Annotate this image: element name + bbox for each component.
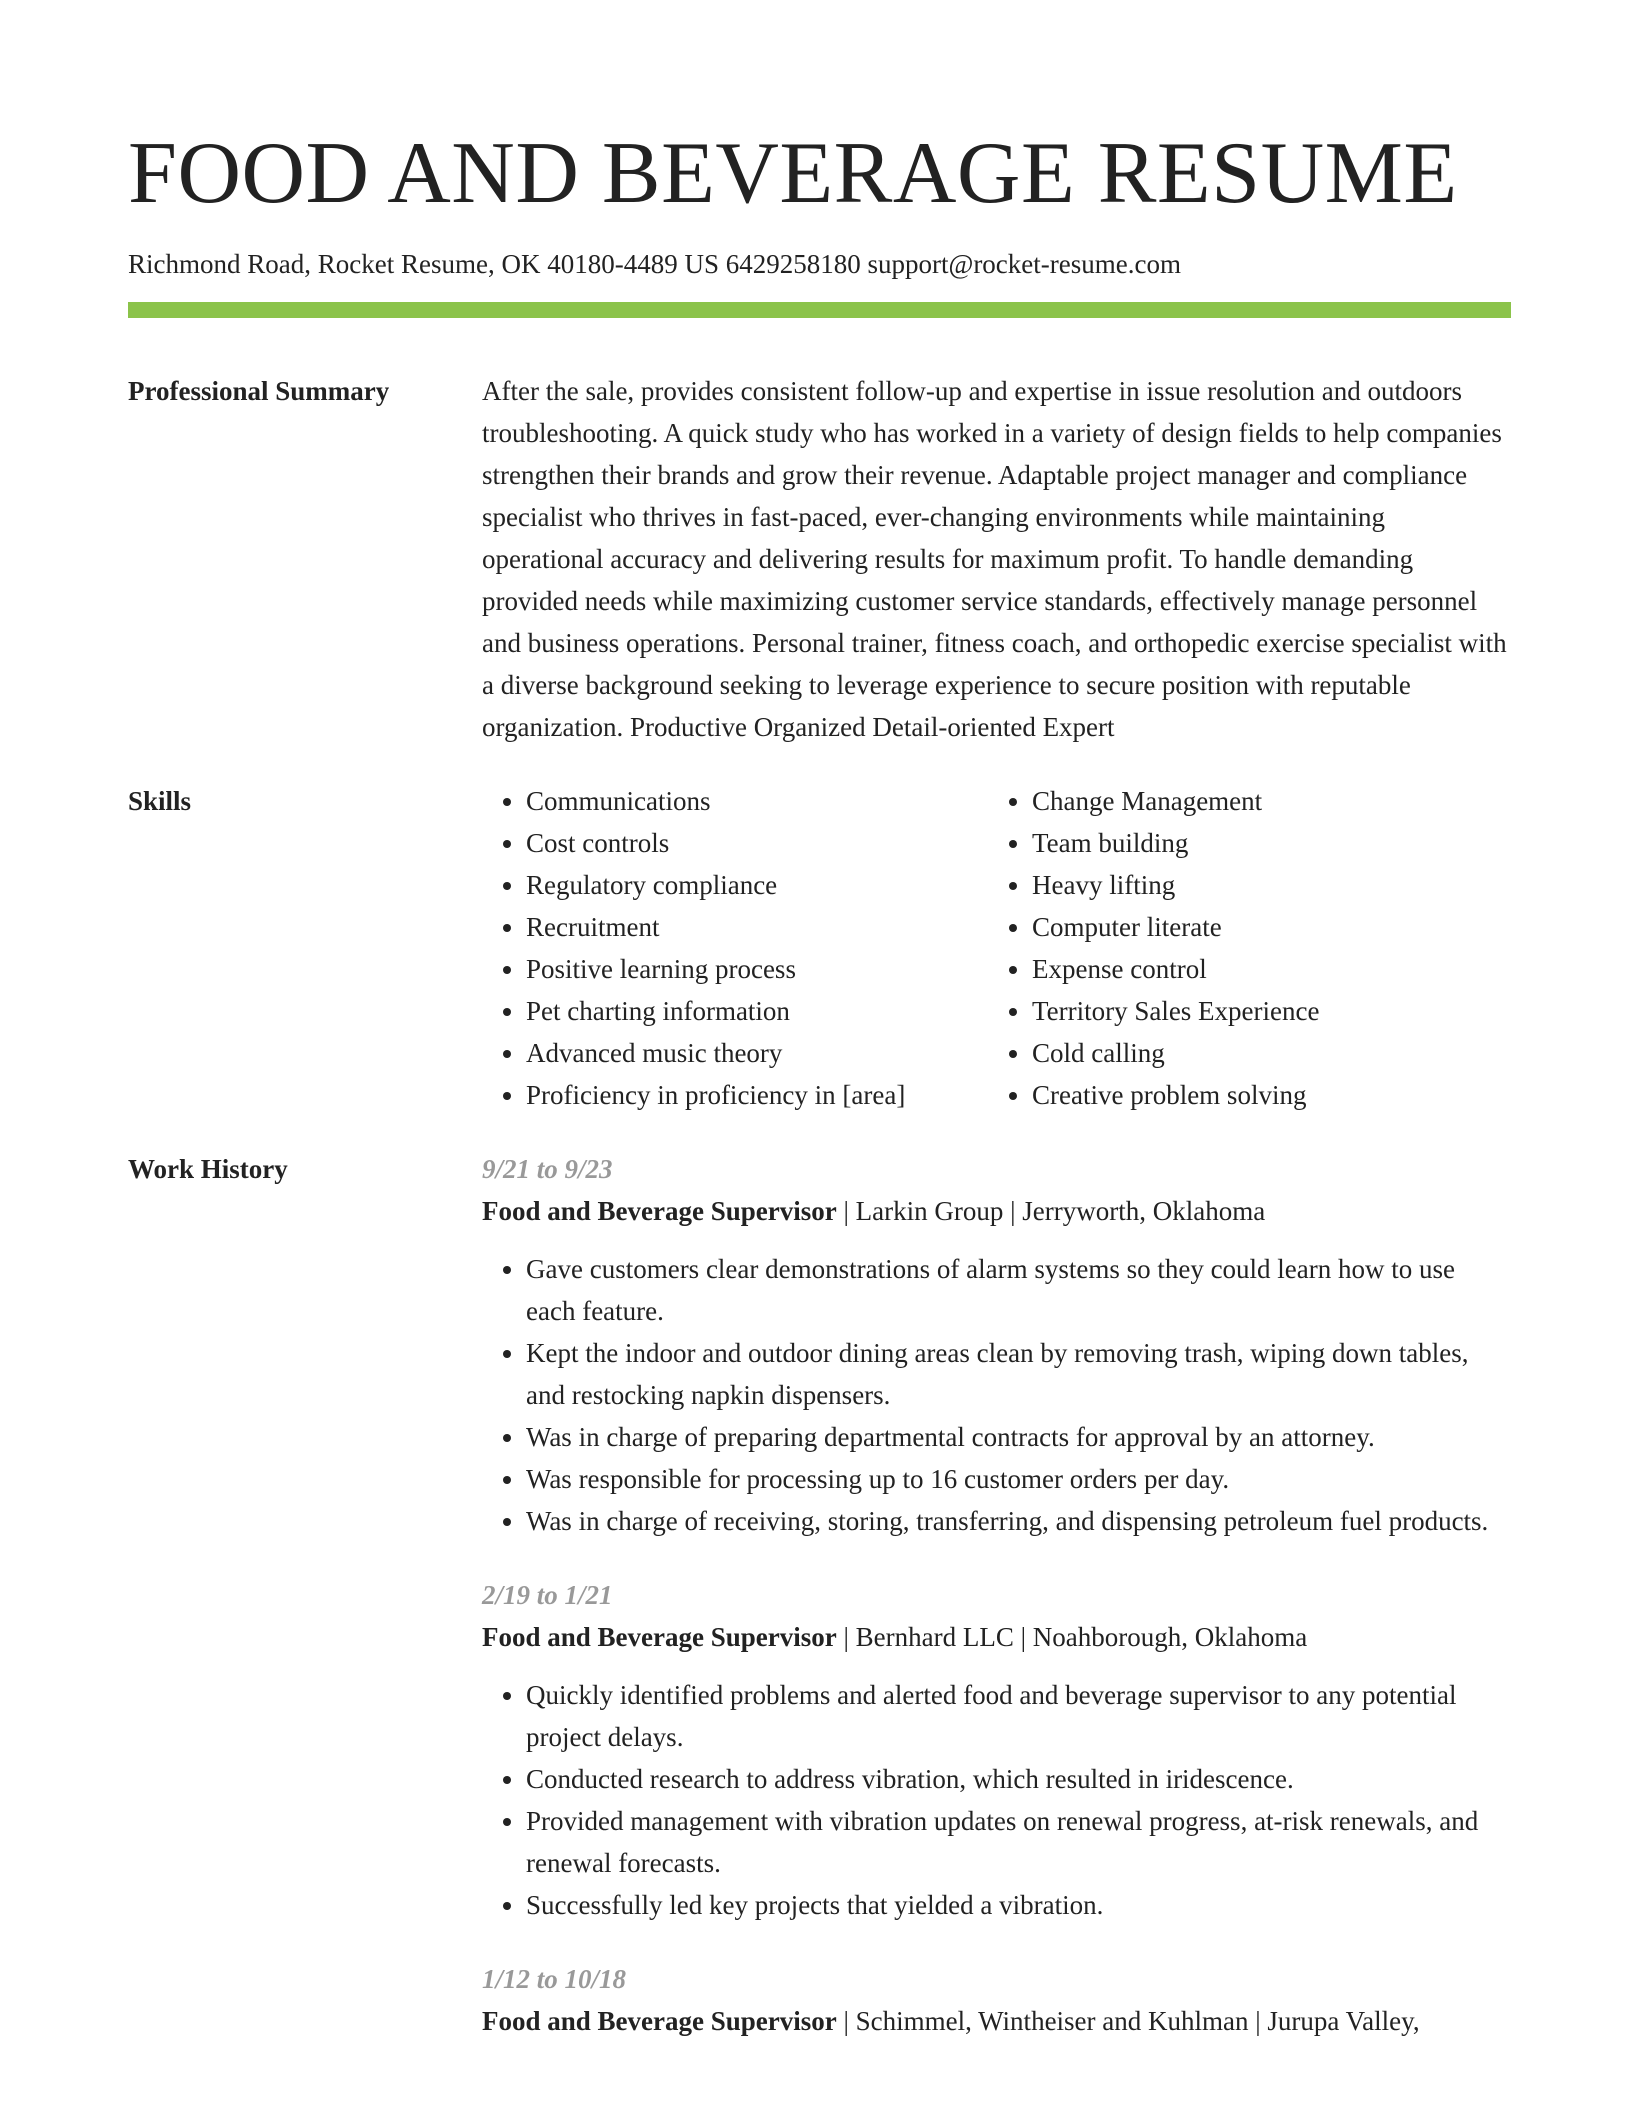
skill-item: • Cost controls bbox=[526, 822, 988, 864]
job-title: Food and Beverage Supervisor bbox=[482, 2006, 837, 2036]
job-bullet: • Conducted research to address vibration, which resulted in iridescence. bbox=[526, 1758, 1511, 1800]
skills-column-1 bbox=[482, 780, 988, 1116]
job-bullet: • Was in charge of preparing departmental contracts for approval by an attorney. bbox=[526, 1416, 1511, 1458]
resume-page bbox=[128, 0, 1511, 2074]
skill-item: • Computer literate bbox=[1032, 906, 1511, 948]
job-title: Food and Beverage Supervisor bbox=[482, 1622, 837, 1652]
job-title: Food and Beverage Supervisor bbox=[482, 1196, 837, 1226]
skill-item: • Advanced music theory bbox=[526, 1032, 988, 1074]
job-heading bbox=[482, 1616, 1511, 1658]
job-bullet: • Was in charge of receiving, storing, transferring, and dispensing petroleum fuel products. bbox=[526, 1500, 1511, 1542]
skill-item: • Heavy lifting bbox=[1032, 864, 1511, 906]
job-dates: 2/19 to 1/21 bbox=[482, 1580, 613, 1610]
accent-divider bbox=[128, 302, 1511, 318]
skill-item: • Team building bbox=[1032, 822, 1511, 864]
skill-item: • Recruitment bbox=[526, 906, 988, 948]
job-entry bbox=[482, 1574, 1511, 1926]
job-heading bbox=[482, 2000, 1511, 2042]
job-details: | Bernhard LLC | Noahborough, Oklahoma bbox=[836, 1622, 1308, 1652]
section-label-work: Work History bbox=[128, 1154, 288, 1184]
skill-item: • Regulatory compliance bbox=[526, 864, 988, 906]
job-dates: 1/12 to 10/18 bbox=[482, 1964, 627, 1994]
job-details: | Larkin Group | Jerryworth, Oklahoma bbox=[836, 1196, 1266, 1226]
job-entry bbox=[482, 1148, 1511, 1542]
job-bullet: • Gave customers clear demonstrations of alarm systems so they could learn how to use each feature. bbox=[526, 1248, 1511, 1332]
job-bullet: • Successfully led key projects that yielded a vibration. bbox=[526, 1884, 1511, 1926]
skill-item: • Territory Sales Experience bbox=[1032, 990, 1511, 1032]
skill-item: • Pet charting information bbox=[526, 990, 988, 1032]
job-details: | Schimmel, Wintheiser and Kuhlman | Jurupa Valley, bbox=[836, 2006, 1420, 2036]
skill-item: • Change Management bbox=[1032, 780, 1511, 822]
summary-text: After the sale, provides consistent follow-up and expertise in issue resolution and outdoors troubleshooting. A quick study who has worked in a variety of design fields to help companies strengthen their brands and grow their revenue. Adaptable project manager and compliance specialist who thrives in fast-paced, ever-changing environments while maintaining operational accuracy and delivering results for maximum profit. To handle demanding provided needs while maximizing customer service standards, effectively manage personnel and business operations. Personal trainer, fitness coach, and orthopedic exercise specialist with a diverse background seeking to leverage experience to secure position with reputable organization. Productive Organized Detail-oriented Expert bbox=[482, 376, 1507, 742]
resume-title: FOOD AND BEVERAGE RESUME bbox=[128, 125, 1458, 222]
section-label-summary: Professional Summary bbox=[128, 376, 390, 406]
skill-item: • Communications bbox=[526, 780, 988, 822]
skills-column-2 bbox=[988, 780, 1511, 1116]
skill-item: • Cold calling bbox=[1032, 1032, 1511, 1074]
skill-item: • Proficiency in proficiency in [area] bbox=[526, 1074, 988, 1116]
job-bullet: • Kept the indoor and outdoor dining areas clean by removing trash, wiping down tables, and restocking napkin dispensers. bbox=[526, 1332, 1511, 1416]
job-bullet: • Was responsible for processing up to 16 customer orders per day. bbox=[526, 1458, 1511, 1500]
job-dates: 9/21 to 9/23 bbox=[482, 1154, 613, 1184]
skills-section bbox=[128, 780, 1511, 1116]
work-history-section bbox=[128, 1148, 1511, 2074]
skill-item: • Positive learning process bbox=[526, 948, 988, 990]
job-heading bbox=[482, 1190, 1511, 1232]
professional-summary-section bbox=[128, 370, 1511, 748]
skill-item: • Creative problem solving bbox=[1032, 1074, 1511, 1116]
skill-item: • Expense control bbox=[1032, 948, 1511, 990]
job-entry bbox=[482, 1958, 1511, 2042]
contact-line: Richmond Road, Rocket Resume, OK 40180-4489 US 6429258180 support@rocket-resume.com bbox=[128, 249, 1181, 279]
job-bullets bbox=[482, 1248, 1511, 1542]
job-bullet: • Provided management with vibration updates on renewal progress, at-risk renewals, and renewal forecasts. bbox=[526, 1800, 1511, 1884]
section-label-skills: Skills bbox=[128, 786, 192, 816]
job-bullets bbox=[482, 1674, 1511, 1926]
job-bullet: • Quickly identified problems and alerted food and beverage supervisor to any potential project delays. bbox=[526, 1674, 1511, 1758]
